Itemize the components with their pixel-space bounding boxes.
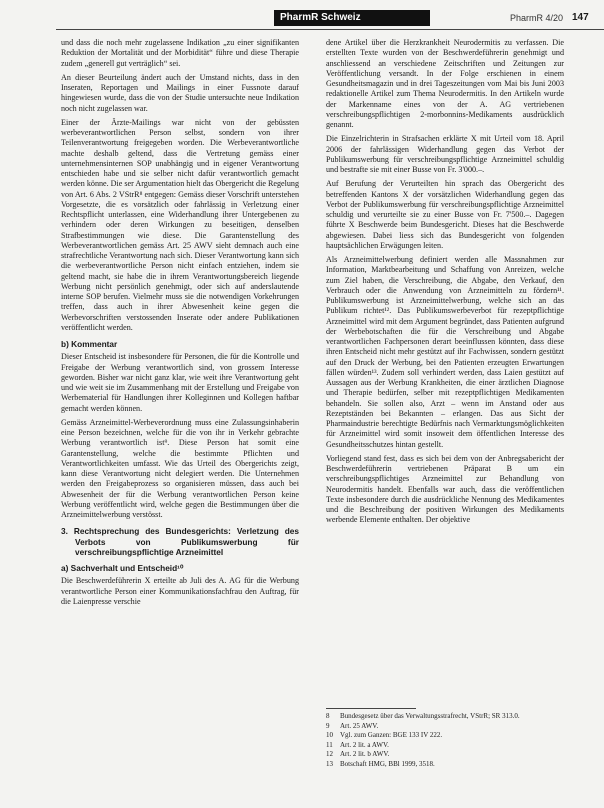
right-column [326, 38, 564, 530]
footnote-number: 9 [326, 721, 330, 730]
footnotes [326, 712, 566, 769]
footnote [326, 712, 566, 722]
footnote-text: Bundesgesetz über das Verwaltungsstrafrecht, VStrR; SR 313.0. [340, 712, 520, 720]
paragraph: dene Artikel über die Herzkrankheit Neurodermitis zu verfassen. Die erstellten Texte wurden von der Beschwerdeführerin genehmigt und anschliessend an verschiedene Zeitschriften und Zeitungen zur Veröffentlichung versandt. In der Folge erschienen in einem Gesundheitsmagazin und in drei Tageszeitungen vom Mai bis Juni 2003 redaktionelle Artikel zum Thema Neurodermitis. In den Artikeln wurde der Markenname eines von der A. AG vertriebenen verschreibungspflichtigen 2-morbonnins-Medikaments ausdrücklich genannt. [326, 38, 564, 129]
paragraph: Einer der Ärzte-Mailings war nicht von der gebüssten werbeverantwortlichen Person selbst, sondern von ihrer Teilenverantwortung freigegeben worden. Die Werbeverantwortliche machte deshalb geltend, dass die Vertretung gemäss einer unternehmensinternen SOP unabhängig und in eigener Verantwortung entschieden habe und sie selber nicht dafür verantwortlich gemacht werden könne. Die ser Argumentation hielt das Obergericht die Regelung von Art. 6 Abs. 2 VStrR⁸ entgegen: Gemäss dieser Vorschrift unterstehen Vorgesetzte, die es vorsätzlich oder fahrlässig in Verletzung einer Rechtspflicht unterlassen, eine Widerhandlung ihrer Untergebenen zu verhindern oder deren Wirkungen zu beseitigen, denselben Strafbestimmungen wie diese. Die Garantenstellung des Werbeverantwortlichen gemäss Art. 25 AWV sieht demnach auch eine strafrechtliche Verantwortung nach sich. Dieser Verantwortung kann sich die werbeverantwortliche Person nicht einfach entziehen, indem sie geltend macht, sie habe die in ihrem Verantwortungsbereich liegende Werbung nicht persönlich genehmigt, oder sich auf anderslautende interne SOP berufen. Vielmehr muss sie die notwendigen Vorkehrungen treffen, dass auch in ihrer Abwesenheit keine gegen die Werbevorschriften verstossenden Inserate oder andere Publikationen veröffentlicht werden. [61, 117, 299, 332]
paragraph: Als Arzneimittelwerbung definiert werden alle Massnahmen zur Information, Marktbearbeitung und Schaffung von Anreizen, welche zum Ziel haben, die Verschreibung, die Abgabe, den Verkauf, den Verbrauch oder die Anwendung von Arzneimitteln zu fördern¹¹. Publikumswerbung ist Arzneimittelwerbung, welche sich an das Publikum richtet¹². Das Publikumswerbeverbot für rezeptpflichtige Arzneimittel wird mit dem Argument begründet, dass Patienten aufgrund der Werbebotschaften die für die Verschreibung und Abgabe verantwortlichen Fachpersonen derart beeinflussen könnten, dass diese ihren Entscheid nicht mehr gestützt auf ihr Fachwissen, sondern gestützt auf den Druck der Werbung, bei den Patienten erzeugten Erwartungen fällen würden¹³. Zudem soll verhindert werden, dass Laien gestützt auf Aussagen aus der Werbung Krankheiten, die einer ärztlichen Diagnose und Therapie bedürfen, selber mit rezeptpflichtigen Medikamenten behandeln. Sie sollen also, Arzt – wenn im Anstand oder aus Rezeptständen bei Bekannten – erlangen. Das aus Sicht der Pharmaindustrie berechtigte Bedürfnis nach Vermarktungsmöglichkeiten für Arzneimittel wird somit insoweit dem öffentlichen Interesse des Gesundheitsschutzes hintan gestellt. [326, 255, 564, 449]
footnote [326, 722, 566, 732]
page-number: 147 [572, 12, 589, 23]
footnote [326, 760, 566, 770]
paragraph: An dieser Beurteilung ändert auch der Umstand nichts, dass in den Inseraten, Reportagen und Mailings in einer Fussnote darauf hingewiesen wurde, dass die von der Studie untersuchte neue Indikation noch nicht zugelassen war. [61, 72, 299, 113]
footnote-text: Art. 2 lit. b AWV. [340, 750, 390, 758]
paragraph: und dass die noch mehr zugelassene Indikation „zu einer signifikanten Reduktion der Mortalität und der Morbidität“ führe und diese Therapie zudem „generell gut verträglich“ sei. [61, 38, 299, 68]
section-heading: 3. Rechtsprechung des Bundesgerichts: Verletzung des Verbots von Publikumswerbung für verschreibungspflichtige Arzneimittel [61, 526, 299, 557]
footnote-number: 12 [326, 750, 333, 758]
paragraph: Die Beschwerdeführerin X erteilte ab Juli des A. AG für die Werbung verantwortliche Person einer Kommunikationsfachfrau den Auftrag, für die Laienpresse verschie [61, 576, 299, 606]
footnote-text: Vgl. zum Ganzen: BGE 133 IV 222. [340, 731, 443, 739]
journal-title-bar [274, 10, 430, 26]
footnote-number: 8 [326, 712, 330, 720]
footnote [326, 741, 566, 751]
footnote-text: Art. 2 lit. a AWV. [340, 740, 389, 749]
footnote-number: 10 [326, 731, 333, 739]
footnote-number: 13 [326, 759, 333, 768]
footnote-text: Art. 25 AWV. [340, 721, 379, 730]
left-column [61, 38, 299, 611]
section-heading: b) Kommentar [61, 339, 118, 349]
footnote [326, 731, 566, 741]
footnote-divider [326, 708, 416, 709]
paragraph: Die Einzelrichterin in Strafsachen erklärte X mit Urteil vom 18. April 2006 der fahrlässigen Widerhandlung gegen das Verbot der Publikumswerbung für verschreibungspflichtige Arzneimittel schuldig und bestrafte sie mit einer Busse von Fr. 3'000.–. [326, 134, 564, 174]
issue-label: PharmR 4/20 [510, 13, 564, 23]
paragraph: Gemäss Arzneimittel-Werbeverordnung muss eine Zulassungsinhaberin eine Person bezeichnen, welche für die von ihr in Verkehr gebrachte Werbung verantwortlich ist⁹. Diese Person hat somit eine Garantenstellung, welche die bestimmte Pflichten und Verantwortlichkeiten umfasst. Wie das Urteil des Obergerichts zeigt, kann diese Verantwortung nicht delegiert werden. Die Unternehmen werden den Freigabeprozess so organisieren müssen, dass auch bei Abwesenheit der für die Werbung verantwortlichen Person keine Werbung veröffentlicht wird, welche gegen die Bestimmungen über die Arzneimittelwerbung verstösst. [61, 417, 299, 519]
paragraph: Vorliegend stand fest, dass es sich bei dem von der Anbregsabericht der Beschwerdeführerin vertriebenen Präparat B um ein verschreibungspflichtiges Arzneimittel zur Behandlung von Neurodermitis handelt. Ebenfalls war auch, dass die veröffentlichen Texte insbesondere durch die ausdrückliche Nennung des Medikamentes und die Beschreibung der positiven Wirkungen des Medikaments werbende Elemente enthalten. Der objektive [326, 453, 564, 525]
paragraph: Auf Berufung der Verurteilten hin sprach das Obergericht des betreffenden Kantons X der vorsätzlichen Widerhandlung gegen das Verbot der Publikumswerbung für verschreibungspflichtige Arzneimittel schuldig und verurteilte sie zu einer Busse von Fr. 7'500.–. Dagegen führte X Beschwerde beim Bundesgericht. Dieses hat die Beschwerde abgewiesen. Dabei liess sich das Bundesgericht von folgenden hauptsächlichen Erwägungen leiten. [326, 179, 564, 250]
footnote [326, 750, 566, 760]
paragraph: Dieser Entscheid ist insbesondere für Personen, die für die Kontrolle und Freigabe der Werbung verantwortlich sind, von grossem Interesse geworden. Bisher war nicht ganz klar, wie weit ihre Verantwortung geht und wie weit sie im Zusammenhang mit der Erstellung und Freigabe von Werbematerial für Handlungen ihrer Kolleginnen und Kollegen haftbar gemacht werden können. [61, 352, 299, 413]
footnote-text: Botschaft HMG, BBl 1999, 3518. [340, 759, 435, 768]
header-divider [56, 29, 604, 30]
footnote-number: 11 [326, 740, 333, 749]
section-heading: a) Sachverhalt und Entscheid¹⁰ [61, 563, 184, 573]
journal-title: PharmR Schweiz [280, 12, 361, 23]
